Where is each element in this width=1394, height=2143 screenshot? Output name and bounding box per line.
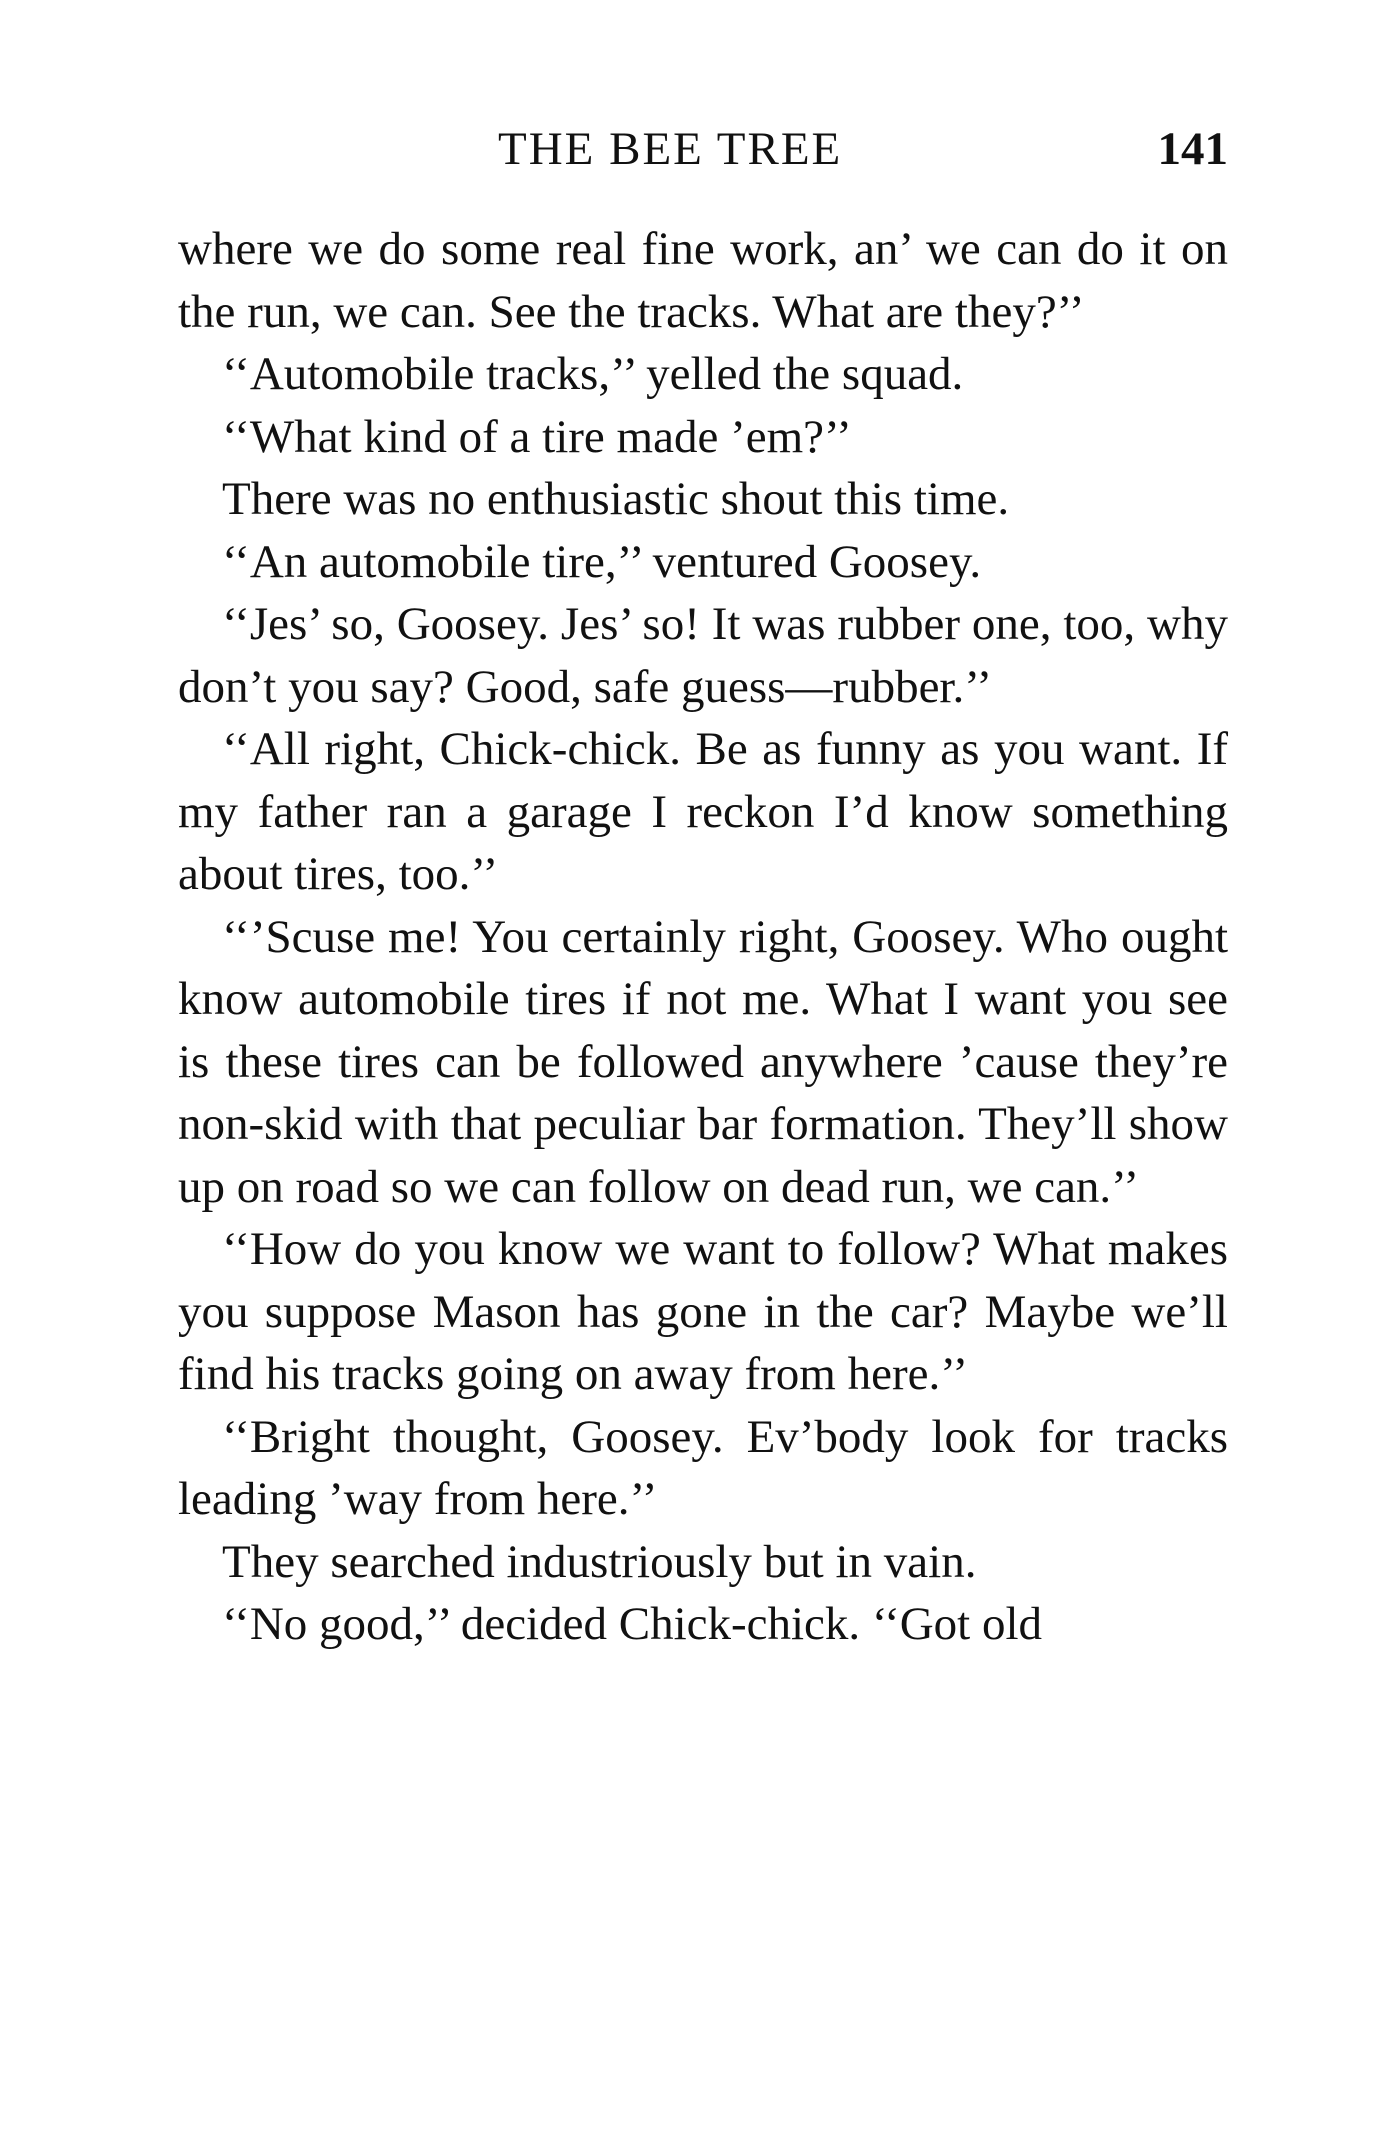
paragraph: ‘‘An automobile tire,’’ ventured Goosey. <box>222 535 982 588</box>
paragraph: ‘‘Bright thought, Goosey. Ev’body look for tracks leading ’way from here.’’ <box>178 1410 1228 1525</box>
paragraph: ‘‘What kind of a tire made ’em?’’ <box>222 410 852 463</box>
paragraph: where we do some real fine work, an’ we can do it on the run, we can. See the tracks. What are they?’’ <box>178 223 1228 338</box>
body-text <box>178 218 1228 1656</box>
paragraph: ‘‘All right, Chick-chick. Be as funny as you want. If my father ran a garage I reckon I’d know something about tires, too.’’ <box>178 723 1228 900</box>
running-head: THE BEE TREE <box>498 123 843 175</box>
paragraph: ‘‘’Scuse me! You certainly right, Goosey. Who ought know automobile tires if not me. What I want you see is these tires can be followed anywhere ’cause they’re non-skid with that peculiar bar formation. They’ll show up on road so we can follow on dead run, we can.’’ <box>178 910 1228 1213</box>
page-header <box>178 122 1228 182</box>
paragraph: ‘‘No good,’’ decided Chick-chick. ‘‘Got old <box>222 1598 1043 1650</box>
paragraph: ‘‘Automobile tracks,’’ yelled the squad. <box>222 348 964 400</box>
paragraph: ‘‘Jes’ so, Goosey. Jes’ so! It was rubber one, too, why don’t you say? Good, safe guess—rubber.’’ <box>178 598 1228 713</box>
page-number: 141 <box>1157 123 1228 175</box>
paragraph: There was no enthusiastic shout this time. <box>222 473 1010 525</box>
paragraph: ‘‘How do you know we want to follow? What makes you suppose Mason has gone in the car? Maybe we’ll find his tracks going on away from here.’’ <box>178 1223 1228 1400</box>
paragraph: They searched industriously but in vain. <box>222 1535 977 1588</box>
